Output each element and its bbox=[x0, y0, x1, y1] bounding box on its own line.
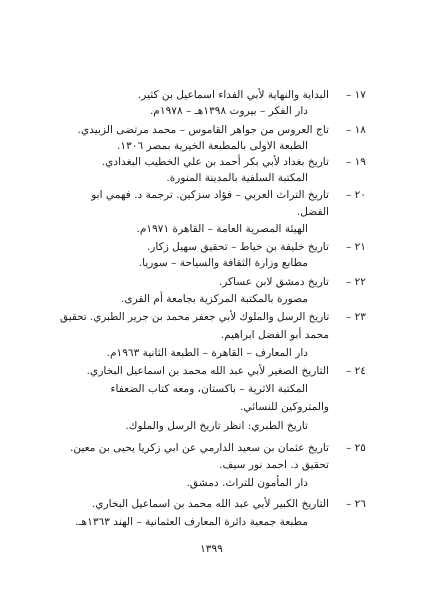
entry-line: مصورة بالمكتبة المركزية بجامعة أم القرى. bbox=[121, 293, 308, 305]
entry-line: تحقيق د. احمد نور سيف. bbox=[219, 459, 329, 471]
entry-line: تاريخ الرسل والملوك لأبي جعفر محمد بن جرير الطبري. تحقيق bbox=[59, 311, 329, 323]
entry-line: دار الفكر – بيروت ١٣٩٨هـ – ١٩٧٨م. bbox=[149, 105, 308, 117]
entry-line: التاريخ الكبير لأبي عبد الله محمد بن اسماعيل البخاري. bbox=[91, 498, 329, 510]
entry-number: ١٧ – bbox=[345, 89, 366, 101]
entry-line: الفضل. bbox=[296, 206, 329, 218]
entry-line: التاريخ الصغير لأبي عبد الله محمد بن اسماعيل البخاري. bbox=[86, 365, 329, 377]
entry-line: مطبعة جمعية دائرة المعارف العثمانية – الهند ١٣٦٣هـ. bbox=[75, 516, 308, 528]
entry-line: تاريخ خليفة بن خياط – تحقيق سهيل زكار. bbox=[146, 241, 329, 253]
entry-line: تاريخ الطبري: انظر تاريخ الرسل والملوك. bbox=[125, 420, 308, 432]
entry-number: ٢١ – bbox=[345, 241, 366, 253]
entry-line: تاريخ التراث العربي – فؤاد سزكين. ترجمة د. فهمي ابو bbox=[91, 189, 329, 201]
entry-number: ٢٤ – bbox=[345, 365, 366, 377]
entry-number: ٢٠ – bbox=[345, 189, 366, 201]
entry-number: ٢٦ – bbox=[345, 498, 366, 510]
page-number: ١٣٩٩ bbox=[200, 543, 223, 555]
entry-number: ٢٢ – bbox=[345, 276, 366, 288]
entry-line: دار المأمون للتراث. دمشق. bbox=[186, 477, 308, 489]
entry-line: تاريخ عثمان بن سعيد الدارمي عن ابي زكريا يحيى بن معين. bbox=[70, 442, 329, 454]
entry-line: تاريخ بغداد لأبي بكر أحمد بن علي الخطيب البغدادي. bbox=[101, 156, 329, 168]
entry-line: محمد أبو الفضل ابراهيم. bbox=[220, 329, 329, 341]
entry-line: الهيئة المصرية العامة – القاهرة ١٩٧١م. bbox=[136, 223, 308, 235]
entry-line: البداية والنهاية لأبي الفداء اسماعيل بن كثير. bbox=[137, 89, 329, 101]
entry-line: تاج العروس من جواهر القاموس – محمد مرتضى الزبيدي. bbox=[77, 124, 329, 136]
entry-number: ٢٣ – bbox=[345, 311, 366, 323]
entry-line: والمتروكين للنسائي. bbox=[240, 401, 329, 413]
entry-line: تاريخ دمشق لابن عساكر. bbox=[218, 276, 329, 288]
entry-line: المكتبة الاثرية – باكستان، ومعه كتاب الضعفاء bbox=[110, 383, 308, 395]
entry-number: ٢٥ – bbox=[345, 442, 366, 454]
entry-line: دار المعارف – القاهرة – الطبعة الثانية ١٩٦٣م. bbox=[106, 347, 308, 359]
entry-number: ١٩ – bbox=[345, 156, 366, 168]
entry-number: ١٨ – bbox=[345, 124, 366, 136]
entry-line: المكتبة السلفية بالمدينة المنورة. bbox=[166, 172, 308, 184]
entry-line: الطبعة الاولى بالمطبعة الخيرية بمصر ١٣٠٦. bbox=[117, 140, 308, 152]
entry-line: مطابع وزارة الثقافة والسياحة – سوريا. bbox=[138, 257, 308, 269]
